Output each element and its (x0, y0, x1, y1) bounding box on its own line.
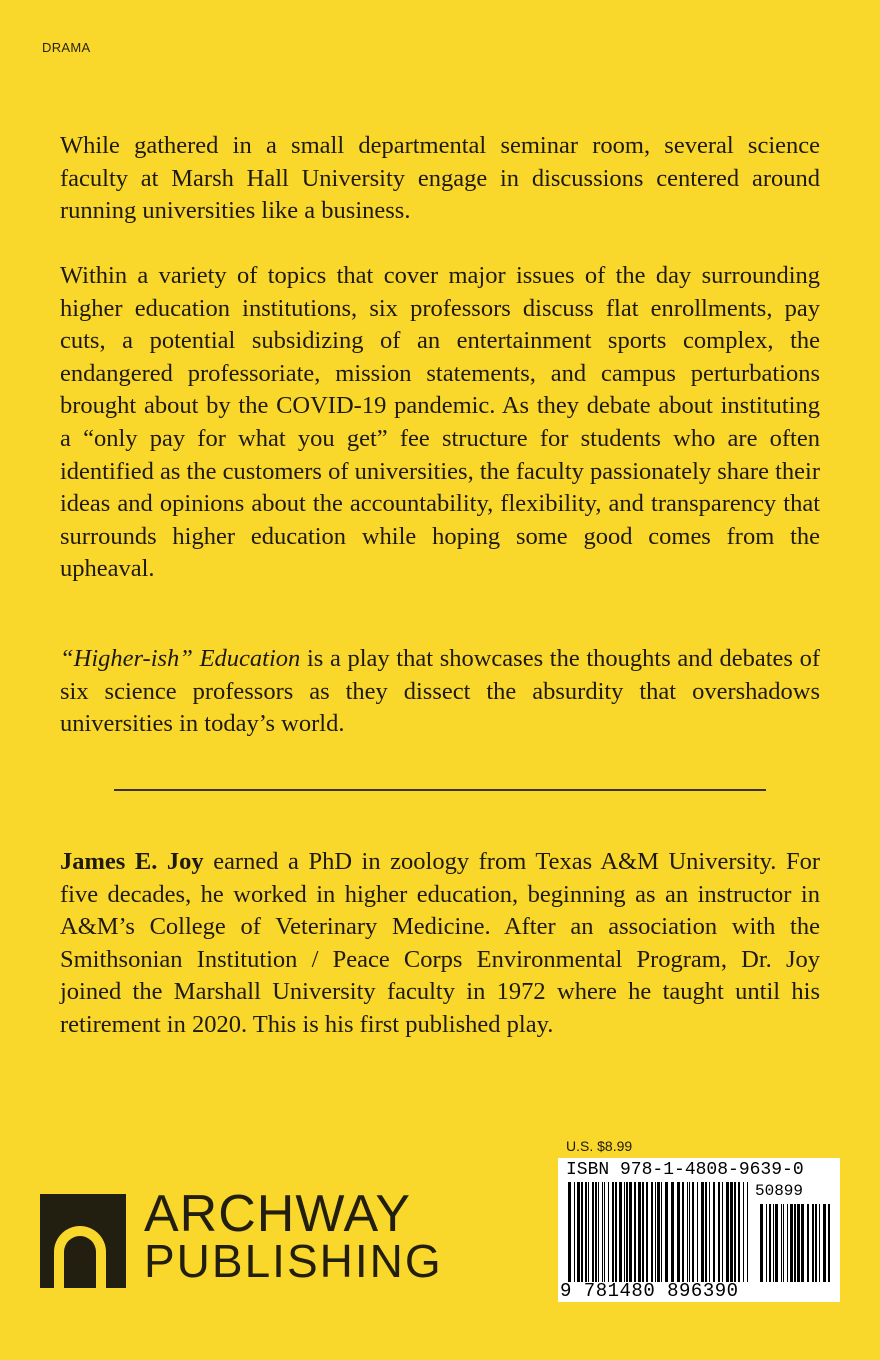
publisher-name-line1: ARCHWAY (144, 1185, 411, 1243)
blurb-paragraph-1: While gathered in a small departmental seminar room, several science faculty at Marsh Hall University engage in discussions centered around running universities like a business. (60, 132, 820, 225)
publisher-logo (40, 1185, 460, 1290)
divider (114, 789, 766, 791)
blurb-paragraph-2: Within a variety of topics that cover major issues of the day surrounding higher education institutions, six professors discuss flat enrollments, pay cuts, a potential subsidizing of an entertainment sports complex, the endangered professoriate, mission statements, and campus perturbations brought about by the COVID-19 pandemic. As they debate about instituting a “only pay for what you get” fee structure for students who are often identified as the customers of universities, the faculty passionately share their ideas and opinions about the accountability, flexibility, and transparency that surrounds higher education while hoping some good comes from the upheaval. (60, 262, 820, 583)
barcode (558, 1158, 840, 1302)
book-title: “Higher-ish” Education (60, 645, 301, 672)
isbn-text: ISBN 978-1-4808-9639-0 (566, 1160, 804, 1180)
blurb-paragraph-3 (60, 643, 820, 741)
ean-barcode-bars (566, 1182, 752, 1282)
price-label: U.S. $8.99 (566, 1138, 633, 1154)
addon-number: 50899 (755, 1182, 804, 1200)
addon-barcode-bars (758, 1204, 834, 1282)
archway-logo-icon (40, 1194, 126, 1288)
blurb-paragraph-3-text: is a play that showcases the thoughts and debates of six science professors as they dissect the absurdity that overshadows universities in today’s world. (60, 645, 820, 738)
author-bio-text: earned a PhD in zoology from Texas A&M University. For five decades, he worked in higher education, beginning as an instructor in A&M’s College of Veterinary Medicine. After an association with the Smithsonian Institution / Peace Corps Environmental Program, Dr. Joy joined the Marshall University faculty in 1972 where he taught until his retirement in 2020. This is his first published play. (60, 848, 820, 1038)
publisher-name-line2: PUBLISHING (144, 1235, 443, 1287)
author-bio (60, 846, 820, 1042)
ean-number: 9 781480 896390 (560, 1280, 739, 1302)
author-name: James E. Joy (60, 848, 204, 875)
genre-label: DRAMA (42, 40, 91, 55)
